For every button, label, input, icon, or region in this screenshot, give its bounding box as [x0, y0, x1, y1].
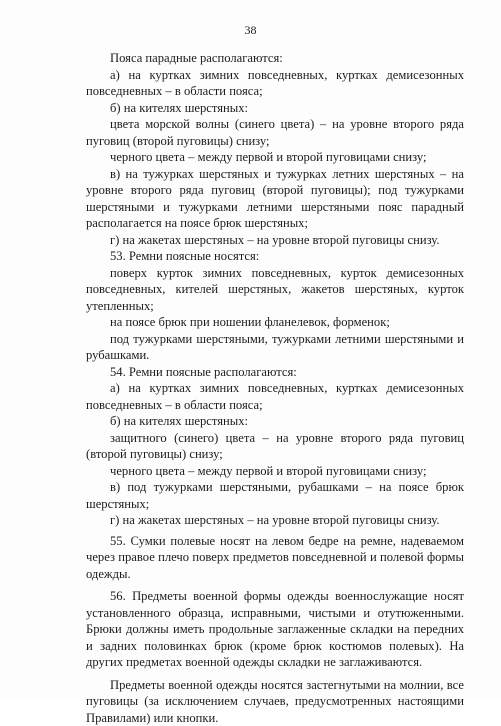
- paragraph-belts-a: а) на куртках зимних повседневных, куртках демисезонных повседневных – в области пояса;: [86, 67, 464, 100]
- paragraph-54-b-protective: защитного (синего) цвета – на уровне второго ряда пуговиц (второй пуговицы) снизу;: [86, 430, 464, 463]
- paragraph-53-over: поверх курток зимних повседневных, курток демисезонных повседневных, кителей шерстяных, жакетов шерстяных, курток утепленных;: [86, 265, 464, 315]
- document-body: [86, 50, 464, 726]
- paragraph-belts-b-navy: цвета морской волны (синего цвета) – на уровне второго ряда пуговиц (второй пуговицы) снизу;: [86, 116, 464, 149]
- page-number: 38: [0, 22, 501, 39]
- paragraph-54-heading: 54. Ремни поясные располагаются:: [86, 364, 464, 381]
- paragraph-belts-d: г) на жакетах шерстяных – на уровне второй пуговицы снизу.: [86, 232, 464, 249]
- paragraph-54-d: г) на жакетах шерстяных – на уровне второй пуговицы снизу.: [86, 512, 464, 529]
- paragraph-54-c: в) под тужурками шерстяными, рубашками – на поясе брюк шерстяных;: [86, 479, 464, 512]
- paragraph-55: 55. Сумки полевые носят на левом бедре на ремне, надеваемом через правое плечо поверх предметов повседневной и полевой формы одежды.: [86, 533, 464, 583]
- paragraph-54-b: б) на кителях шерстяных:: [86, 413, 464, 430]
- paragraph-53-on-trousers: на поясе брюк при ношении фланелевок, форменок;: [86, 314, 464, 331]
- paragraph-56-buttons: Предметы военной одежды носятся застегнутыми на молнии, все пуговицы (за исключением случаев, предусмотренных настоящими Правилами) или кнопки.: [86, 677, 464, 726]
- paragraph-53-heading: 53. Ремни поясные носятся:: [86, 248, 464, 265]
- paragraph-belts-b-black: черного цвета – между первой и второй пуговицами снизу;: [86, 149, 464, 166]
- paragraph-54-a: а) на куртках зимних повседневных, куртках демисезонных повседневных – в области пояса;: [86, 380, 464, 413]
- paragraph-belts-b: б) на кителях шерстяных:: [86, 100, 464, 117]
- paragraph-56: 56. Предметы военной формы одежды военнослужащие носят установленного образца, исправными, чистыми и отутюженными. Брюки должны иметь продольные заглаженные складки на передних и задних половинках брюк (кроме брюк костюмов полевых). На других предметах военной одежды складки не заглаживаются.: [86, 588, 464, 671]
- paragraph-53-under: под тужурками шерстяными, тужурками летними шерстяными и рубашками.: [86, 331, 464, 364]
- paragraph-belts-intro: Пояса парадные располагаются:: [86, 50, 464, 67]
- paragraph-54-b-black: черного цвета – между первой и второй пуговицами снизу;: [86, 463, 464, 480]
- paragraph-belts-c: в) на тужурках шерстяных и тужурках летних шерстяных – на уровне второго ряда пуговиц (второй пуговицы); под тужурками шерстяными и тужурками летними шерстяными пояс парадный располагается на поясе брюк шерстяных;: [86, 166, 464, 232]
